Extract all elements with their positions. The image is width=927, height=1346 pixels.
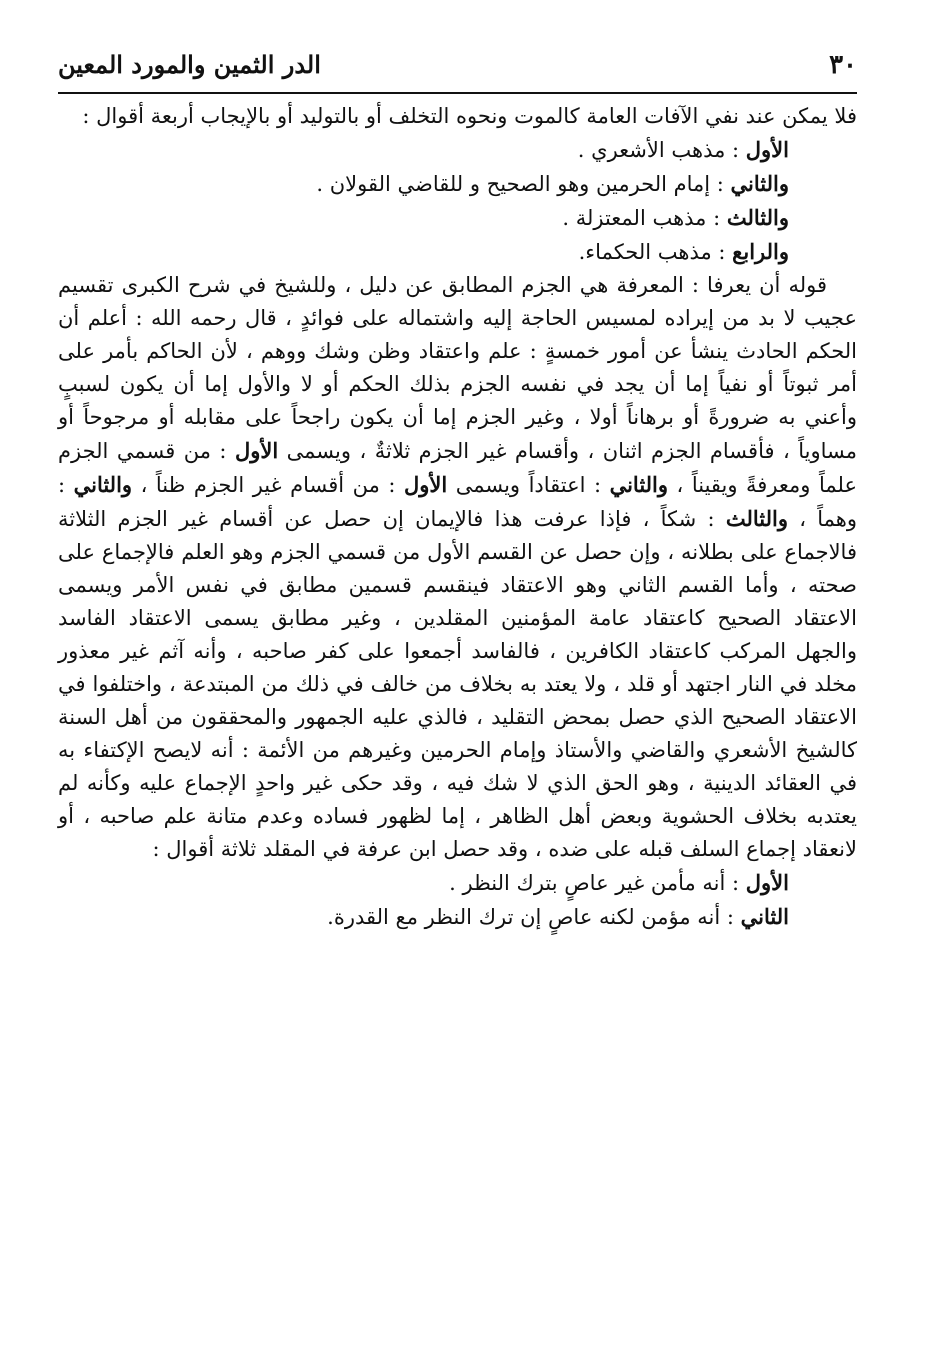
view-label: والرابع — [732, 239, 789, 264]
paragraph-text: : اعتقاداً ويسمى — [447, 473, 610, 497]
opinion-label: الثاني — [740, 904, 789, 929]
view-text: : مذهب الحكماء. — [578, 240, 733, 264]
page-body — [58, 100, 857, 934]
opinion-label: الأول — [745, 870, 789, 895]
view-label: الأول — [745, 137, 789, 162]
view-item — [58, 235, 857, 269]
bold-term: الأول — [403, 472, 448, 497]
paragraph-text: : شكاً ، فإذا عرفت هذا فالإيمان إن حصل عن أقسام غير الجزم الثلاثة فالاجماع على بطلانه ، وإن حصل عن القسم الأول من قسمي الجزم وهو العلم فالإجماع على صحته ، وأما القسم الثاني وهو الاعتقاد فينقسم قسمين مطابق في نفس الأمر ويسمى الاعتقاد الصحيح كاعتقاد عامة المؤمنين المقلدين ، وغير مطابق يسمى الاعتقاد الفاسد والجهل المركب كاعتقاد الكافرين ، فالفاسد أجمعوا على كفر صاحبه ، وأنه آثم غير معذور مخلد في النار اجتهد أو قلد ، ولا يعتد به بخلاف من خالف في ذلك من المبتدعة ، واختلفوا في الاعتقاد الصحيح الذي حصل بمحض التقليد ، فالذي عليه الجمهور والمحققون من أهل السنة كالشيخ الأشعري والقاضي والأستاذ وإمام الحرمين وغيرهم من الأئمة : أنه لايصح الإكتفاء به في العقائد الدينية ، وهو الحق الذي لا شك فيه ، وقد حكى غير واحدٍ الإجماع عليه وكأنه لم يعتدبه بخلاف الحشوية وبعض أهل الظاهر ، إما لظهور فساده وعدم متانة علم صاحبه ، أو لانعقاد إجماع السلف قبله على ضده ، وقد حصل ابن عرفة في المقلد ثلاثة أقوال : — [58, 507, 857, 861]
paragraph-text: : من قسمي الجزم علماً ومعرفةً ويقيناً ، — [58, 439, 857, 497]
paragraph-text: : من أقسام غير الجزم ظناً ، — [132, 473, 404, 497]
intro-line: فلا يمكن عند نفي الآفات العامة كالموت ونحوه التخلف أو بالتوليد أو بالإيجاب أربعة أقوال : — [82, 104, 857, 128]
page-number: ٣٠ — [829, 50, 857, 80]
view-item — [58, 201, 857, 235]
bold-term: الأول — [234, 438, 279, 463]
bold-term: والثالث — [725, 506, 788, 531]
opinion-text: : أنه مؤمن لكنه عاصٍ إن ترك النظر مع القدرة. — [327, 905, 741, 929]
view-text: : مذهب الأشعري . — [577, 138, 746, 162]
bold-term: والثاني — [73, 472, 133, 497]
page-header — [58, 50, 857, 90]
running-title: الدر الثمين والمورد المعين — [58, 50, 321, 79]
paragraph-text: قوله أن يعرفا : المعرفة هي الجزم المطابق عن دليل ، وللشيخ في شرح الكبرى تقسيم عجيب لا بد من إيراده لمسيس الحاجة إليه واشتماله على فوائدٍ ، قال رحمه الله : أعلم أن الحكم الحادث ينشأ عن أمور خمسةٍ : علم واعتقاد وظن وشك ووهم ، لأن الحاكم بأمر على أمر ثبوتاً أو نفياً إما أن يجد في نفسه الجزم بذلك الحكم أو لا والأول إما أن يكون لسببٍ وأعني به ضرورةً أو برهاناً أولا ، وغير الجزم إما أن يكون راجحاً على مقابله أو مرجوحاً أو مساوياً ، فأقسام الجزم اثنان ، وأقسام غير الجزم ثلاثةٌ ، ويسمى — [58, 273, 857, 463]
view-item — [58, 133, 857, 167]
header-rule — [58, 92, 857, 94]
view-item — [58, 167, 857, 201]
view-label: والثالث — [726, 205, 789, 230]
paragraph-text: : وهماً ، — [58, 473, 857, 531]
view-text: : إمام الحرمين وهو الصحيح و للقاضي القولان . — [316, 172, 731, 196]
opinion-item — [58, 866, 857, 900]
bold-term: والثاني — [609, 472, 669, 497]
main-paragraph — [58, 269, 857, 866]
view-label: والثاني — [730, 171, 789, 196]
opinion-item — [58, 900, 857, 934]
view-text: : مذهب المعتزلة . — [562, 206, 727, 230]
opinion-text: : أنه مأمن غير عاصٍ بترك النظر . — [449, 871, 746, 895]
